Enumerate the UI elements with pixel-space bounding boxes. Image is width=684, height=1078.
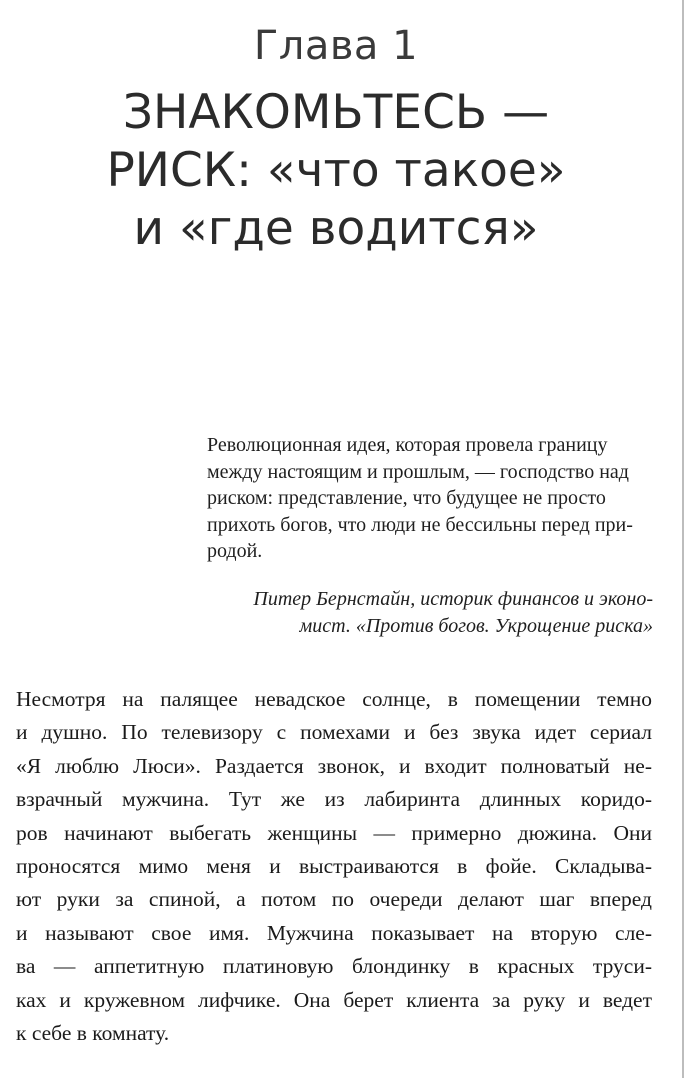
body-line: и называют свое имя. Мужчина показывает на вторую сле- <box>16 920 652 945</box>
body-line: ют руки за спиной, а потом по очереди делают шаг вперед <box>16 887 652 912</box>
chapter-title <box>0 84 672 258</box>
chapter-title-line: РИСК: «что такое» <box>106 143 566 198</box>
body-line: ров начинают выбегать женщины — примерно дюжина. Они <box>16 820 652 845</box>
body-line: к себе в комнату. <box>16 1020 170 1045</box>
epigraph-attribution-line: мист. «Против богов. Укрощение риска» <box>299 615 653 637</box>
body-line: и душно. По телевизору с помехами и без звука идет сериал <box>16 720 652 745</box>
epigraph-attribution-line: Питер Бернстайн, историк финансов и эконо- <box>253 588 653 610</box>
body-line: Несмотря на палящее невадское солнце, в помещении темно <box>16 687 652 711</box>
body-line: взрачный мужчина. Тут же из лабиринта длинных коридо- <box>16 787 652 812</box>
epigraph-attribution <box>207 586 653 640</box>
epigraph-quote-line: прихоть богов, что люди не бессильны перед при- <box>207 513 633 536</box>
epigraph-quote-line: риском: представление, что будущее не просто <box>207 487 606 510</box>
epigraph-quote-line: родой. <box>207 540 263 563</box>
epigraph-quote <box>207 432 647 565</box>
body-line: ва — аппетитную платиновую блондинку в красных труси- <box>16 954 652 979</box>
chapter-title-line: и «где водится» <box>133 201 539 256</box>
epigraph <box>207 432 653 637</box>
chapter-label: Глава 1 <box>253 23 419 69</box>
body-paragraph <box>16 683 652 1050</box>
epigraph-quote-line: между настоящим и прошлым, — господство над <box>207 460 629 483</box>
body-line: ках и кружевном лифчике. Она берет клиента за руку и ведет <box>16 987 652 1012</box>
body-line: проносятся мимо меня и выстраиваются в фойе. Складыва- <box>16 853 652 878</box>
epigraph-quote-line: Революционная идея, которая провела границу <box>207 434 608 456</box>
chapter-title-line: ЗНАКОМЬТЕСЬ — <box>122 85 550 140</box>
body-line: «Я люблю Люси». Раздается звонок, и входит полноватый не- <box>16 753 652 778</box>
